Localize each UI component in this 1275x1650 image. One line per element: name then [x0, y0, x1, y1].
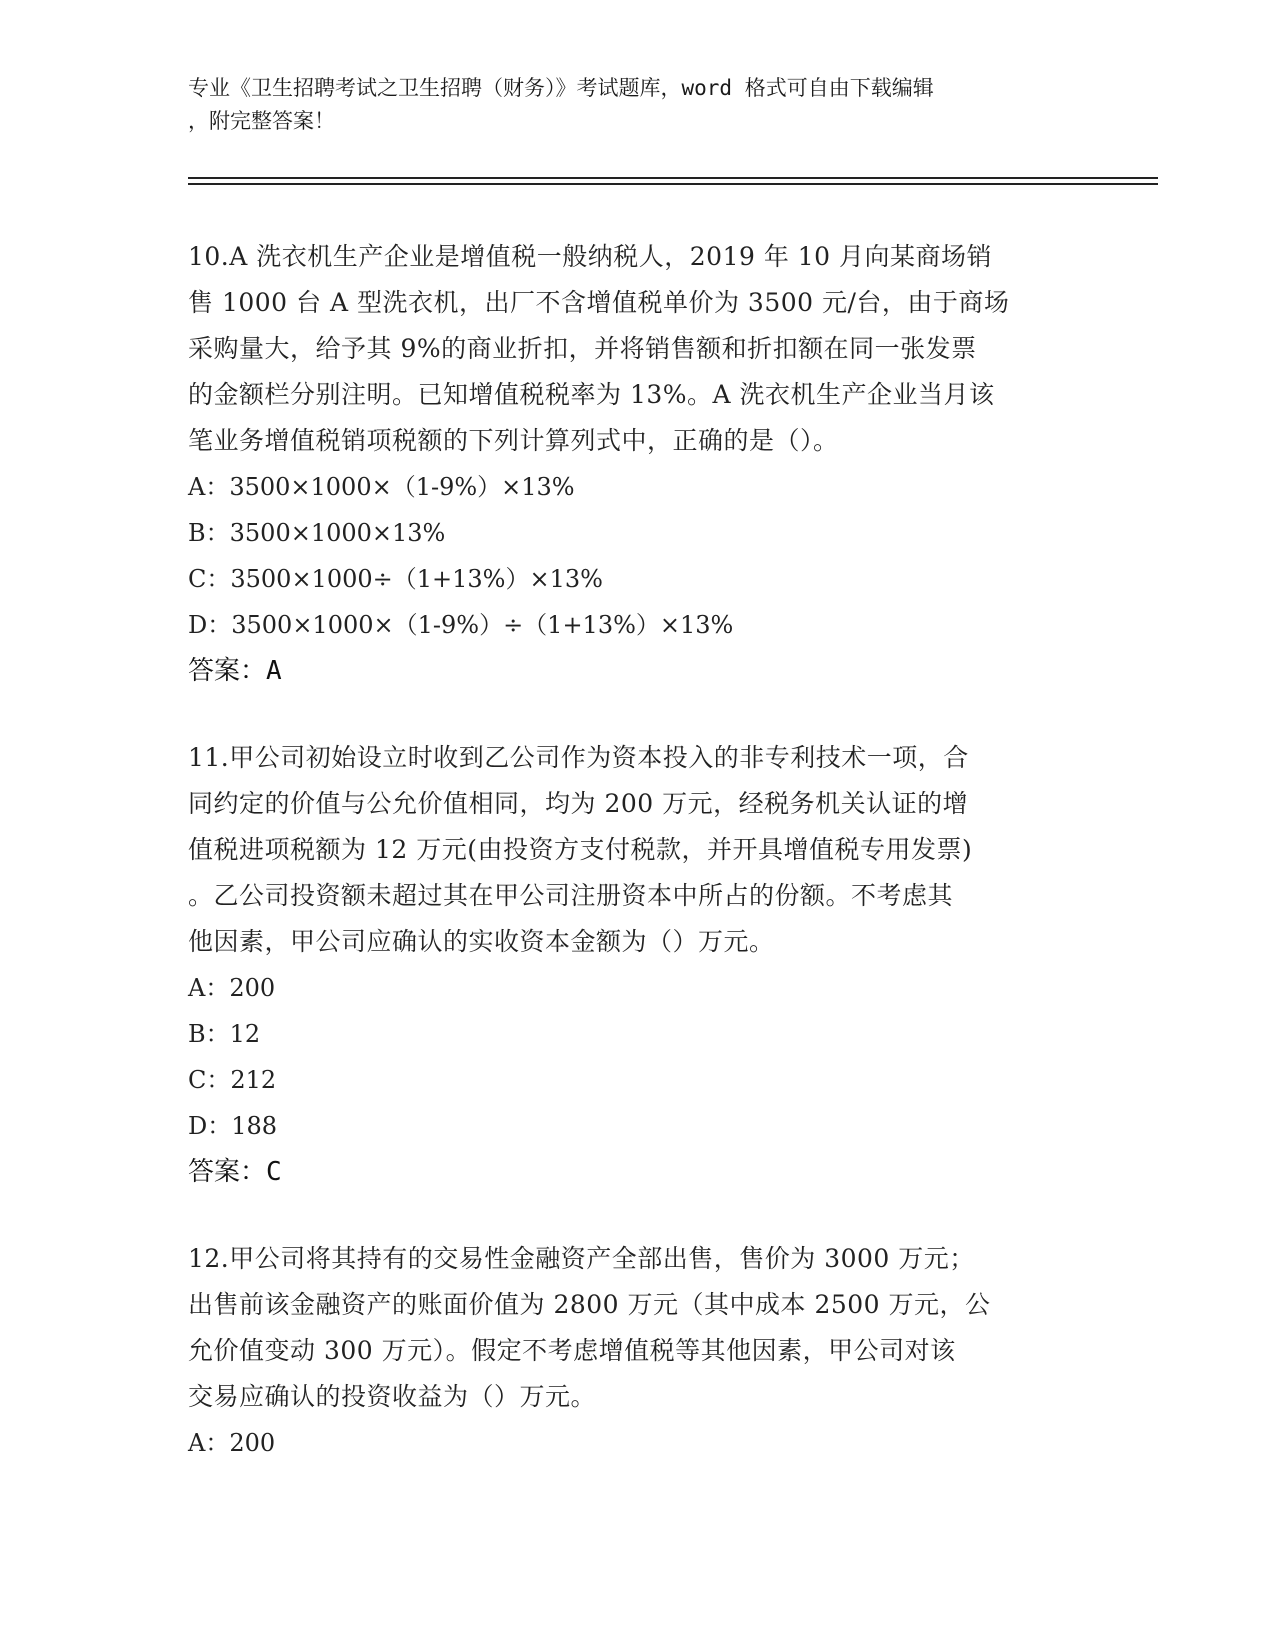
question-stem-line: 允价值变动 300 万元）。假定不考虑增值税等其他因素，甲公司对该 — [188, 1336, 956, 1365]
answer-label: 答案： — [188, 656, 267, 686]
question-stem-line: 采购量大，给予其 9%的商业折扣，并将销售额和折扣额在同一张发票 — [188, 334, 977, 363]
option-c: C：212 — [188, 1066, 277, 1094]
question-stem-line: 同约定的价值与公允价值相同，均为 200 万元，经税务机关认证的增 — [188, 789, 969, 818]
answer-value: C — [266, 1157, 282, 1187]
option-d: D：3500×1000×（1-9%）÷（1+13%）×13% — [188, 611, 734, 639]
question-stem-line: 值税进项税额为 12 万元(由投资方支付税款，并开具增值税专用发票) — [188, 835, 973, 864]
header-rule-top — [188, 177, 1158, 179]
question-12 — [188, 1236, 1088, 1466]
question-stem-line: 交易应确认的投资收益为（）万元。 — [188, 1382, 597, 1411]
header-line-1: 专业《卫生招聘考试之卫生招聘（财务）》考试题库，word 格式可自由下载编辑 — [188, 76, 934, 100]
document-header — [188, 72, 1068, 138]
option-b: B：12 — [188, 1020, 261, 1048]
option-d: D：188 — [188, 1112, 278, 1140]
question-stem-line: 笔业务增值税销项税额的下列计算列式中，正确的是（）。 — [188, 426, 839, 455]
question-stem-line: 。乙公司投资额未超过其在甲公司注册资本中所占的份额。不考虑其 — [188, 881, 954, 910]
question-stem-line: 出售前该金融资产的账面价值为 2800 万元（其中成本 2500 万元，公 — [188, 1290, 991, 1319]
answer — [188, 1149, 1088, 1195]
option-b: B：3500×1000×13% — [188, 519, 446, 547]
header-line-2: ，附完整答案！ — [188, 109, 335, 133]
question-stem-line: 的金额栏分别注明。已知增值税税率为 13%。A 洗衣机生产企业当月该 — [188, 380, 995, 409]
question-stem-line: 他因素，甲公司应确认的实收资本金额为（）万元。 — [188, 927, 775, 956]
question-stem-line: 12.甲公司将其持有的交易性金融资产全部出售，售价为 3000 万元； — [188, 1244, 975, 1273]
header-rule-bottom — [188, 183, 1158, 185]
question-stem-line: 11.甲公司初始设立时收到乙公司作为资本投入的非专利技术一项，合 — [188, 743, 969, 772]
answer — [188, 648, 1088, 694]
option-c: C：3500×1000÷（1+13%）×13% — [188, 565, 603, 593]
question-10 — [188, 234, 1088, 694]
option-a: A：3500×1000×（1-9%）×13% — [188, 473, 575, 501]
option-a: A：200 — [188, 974, 276, 1002]
answer-value: A — [266, 656, 282, 686]
option-a: A：200 — [188, 1429, 276, 1457]
question-11 — [188, 735, 1088, 1195]
question-stem-line: 10.A 洗衣机生产企业是增值税一般纳税人，2019 年 10 月向某商场销 — [188, 242, 993, 271]
question-stem-line: 售 1000 台 A 型洗衣机，出厂不含增值税单价为 3500 元/台，由于商场 — [188, 288, 1010, 317]
answer-label: 答案： — [188, 1157, 267, 1187]
